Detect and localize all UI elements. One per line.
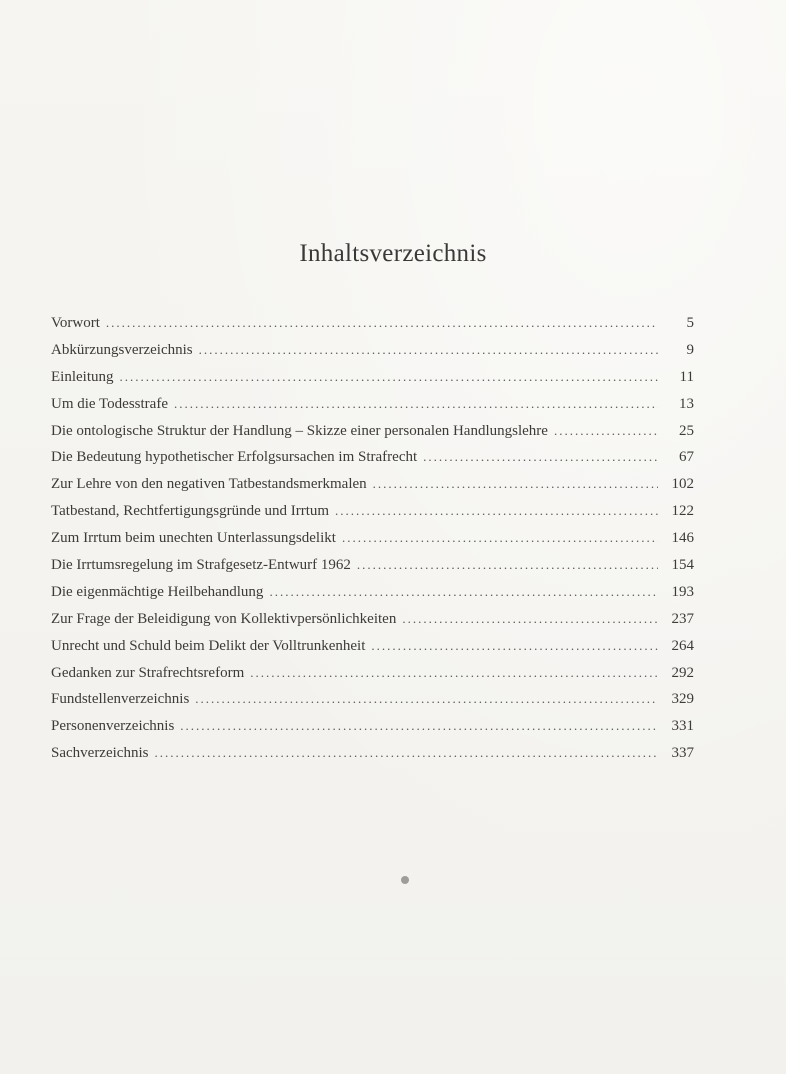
toc-entry-page-number: 9	[686, 341, 694, 358]
toc-entry	[51, 689, 694, 716]
toc-entry-page-number: 67	[679, 449, 694, 466]
toc-entry-page-number: 329	[671, 691, 694, 708]
toc-entry-page-number: 331	[671, 718, 694, 735]
toc-entry-title: Zur Lehre von den negativen Tatbestandsmerkmalen	[51, 476, 367, 493]
table-of-contents	[51, 313, 694, 770]
toc-entry-title: Die Bedeutung hypothetischer Erfolgsursachen im Strafrecht	[51, 449, 418, 466]
toc-dot-leader	[154, 743, 658, 763]
toc-entry-page-number: 264	[671, 637, 694, 654]
toc-entry	[51, 609, 694, 636]
toc-dot-leader	[195, 689, 658, 709]
toc-entry-title: Gedanken zur Strafrechtsreform	[51, 664, 245, 681]
toc-dot-leader	[335, 501, 658, 521]
toc-entry	[51, 528, 694, 555]
toc-entry	[51, 421, 694, 448]
toc-dot-leader	[180, 716, 658, 736]
toc-entry-title: Unrecht und Schuld beim Delikt der Volltrunkenheit	[51, 637, 366, 654]
toc-entry	[51, 582, 694, 609]
toc-dot-leader	[174, 394, 658, 414]
toc-entry-title: Einleitung	[51, 368, 114, 385]
toc-entry-title: Zur Frage der Beleidigung von Kollektivpersönlichkeiten	[51, 610, 397, 627]
toc-entry-title: Die eigenmächtige Heilbehandlung	[51, 583, 264, 600]
toc-entry	[51, 743, 694, 770]
toc-entry	[51, 716, 694, 743]
toc-entry-page-number: 146	[671, 530, 694, 547]
toc-entry-title: Die Irrtumsregelung im Strafgesetz-Entwurf 1962	[51, 557, 351, 574]
toc-entry-title: Fundstellenverzeichnis	[51, 691, 190, 708]
toc-entry-title: Tatbestand, Rechtfertigungsgründe und Irrtum	[51, 503, 330, 520]
toc-entry	[51, 367, 694, 394]
toc-entry-page-number: 5	[686, 315, 694, 331]
page-title: Inhaltsverzeichnis	[299, 240, 487, 267]
toc-dot-leader	[342, 528, 658, 548]
toc-entry-title: Abkürzungsverzeichnis	[51, 341, 193, 358]
toc-dot-leader	[106, 313, 658, 333]
toc-dot-leader	[199, 340, 658, 360]
toc-entry	[51, 636, 694, 663]
toc-entry-page-number: 25	[679, 422, 694, 439]
toc-dot-leader	[357, 555, 658, 575]
toc-dot-leader	[269, 582, 658, 602]
toc-entry-page-number: 154	[671, 557, 694, 574]
toc-dot-leader	[371, 636, 658, 656]
toc-entry-page-number: 11	[679, 368, 694, 385]
toc-entry-title: Um die Todesstrafe	[51, 395, 168, 412]
toc-entry-page-number: 292	[671, 664, 694, 681]
toc-dot-leader	[373, 474, 658, 494]
toc-entry	[51, 394, 694, 421]
toc-entry-title: Personenverzeichnis	[51, 718, 175, 735]
toc-entry	[51, 313, 694, 340]
toc-entry	[51, 663, 694, 690]
toc-entry-page-number: 122	[671, 503, 694, 520]
toc-entry-page-number: 193	[671, 583, 694, 600]
toc-dot-leader	[423, 447, 658, 467]
paper-speck	[401, 876, 409, 884]
toc-dot-leader	[554, 421, 658, 441]
toc-entry-title: Sachverzeichnis	[51, 745, 149, 762]
toc-entry-title: Zum Irrtum beim unechten Unterlassungsdelikt	[51, 530, 336, 547]
toc-dot-leader	[250, 663, 658, 683]
toc-entry	[51, 501, 694, 528]
toc-entry	[51, 340, 694, 367]
toc-entry	[51, 474, 694, 501]
toc-entry-page-number: 13	[679, 395, 694, 412]
toc-entry-title: Die ontologische Struktur der Handlung – Skizze einer personalen Handlungslehre	[51, 422, 548, 439]
toc-entry	[51, 447, 694, 474]
toc-entry-page-number: 337	[671, 745, 694, 762]
toc-entry	[51, 555, 694, 582]
toc-entry-page-number: 102	[671, 476, 694, 493]
toc-dot-leader	[402, 609, 658, 629]
toc-entry-page-number: 237	[671, 610, 694, 627]
toc-entry-title: Vorwort	[51, 315, 100, 331]
toc-dot-leader	[120, 367, 659, 387]
